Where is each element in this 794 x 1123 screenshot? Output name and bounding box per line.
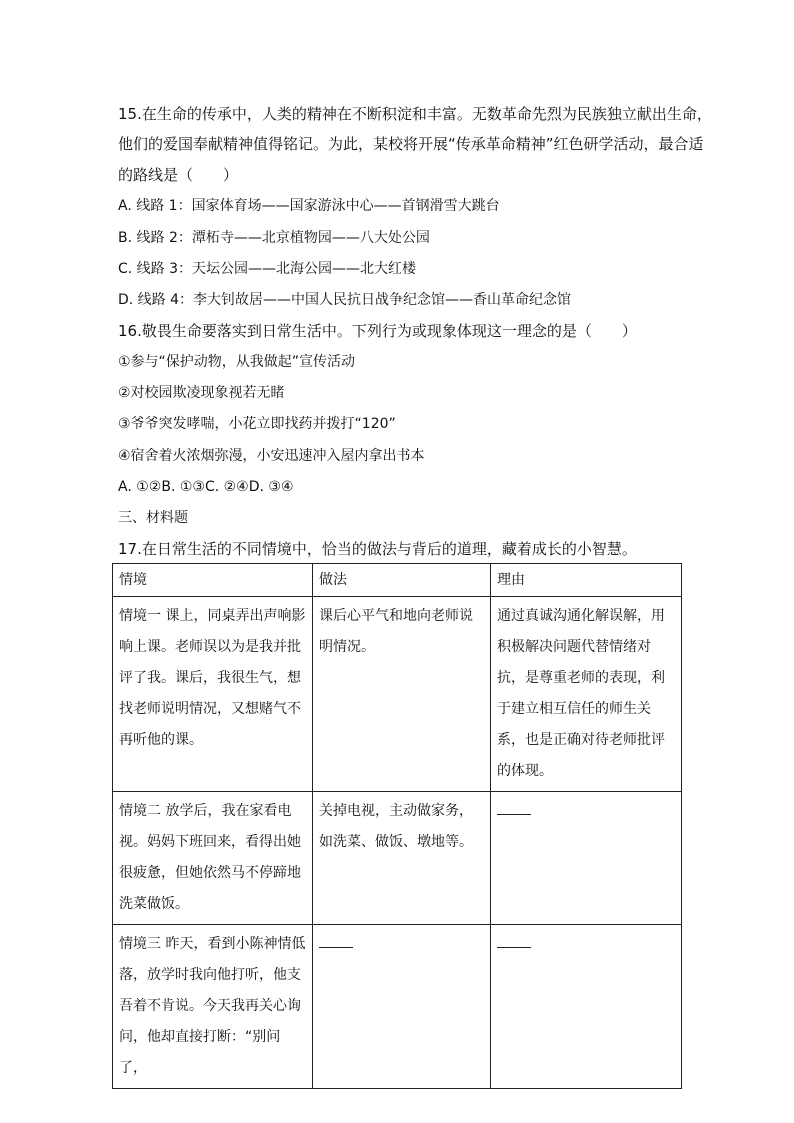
q15-stem-line-2: 他们的爱国奉献精神值得铭记。为此，某校将开展“传承革命精神”红色研学活动，最合适 <box>118 135 704 153</box>
q16-item-3: ③爷爷突发哮喘，小花立即找药并拨打“120” <box>118 416 396 432</box>
section-title: 三、材料题 <box>118 510 188 526</box>
header-action: 做法 <box>313 564 491 597</box>
header-reason: 理由 <box>491 564 682 597</box>
q17-stem: 17.在日常生活的不同情境中，恰当的做法与背后的道理，藏着成长的小智慧。 <box>118 540 637 558</box>
row2-situation: 情境二 放学后，我在家看电视。妈妈下班回来，看得出她很疲惫，但她依然马不停蹄地洗菜做饭。 <box>113 792 313 925</box>
answer-blank[interactable] <box>497 929 531 948</box>
q15-option-a: A. 线路 1：国家体育场——国家游泳中心——首钢滑雪大跳台 <box>118 198 500 214</box>
q15-option-c: C. 线路 3：天坛公园——北海公园——北大红楼 <box>118 261 417 277</box>
row3-reason-cell <box>491 925 682 1089</box>
q16-item-4: ④宿舍着火浓烟弥漫，小安迅速冲入屋内拿出书本 <box>118 448 425 464</box>
q16-stem: 16.敬畏生命要落实到日常生活中。下列行为或现象体现这一理念的是（ ） <box>118 322 637 340</box>
table-header-row <box>113 564 682 597</box>
answer-blank[interactable] <box>319 929 353 948</box>
q17-table <box>112 563 682 1089</box>
q16-item-2: ②对校园欺凌现象视若无睹 <box>118 385 285 401</box>
header-situation: 情境 <box>113 564 313 597</box>
table-row <box>113 597 682 792</box>
row1-reason: 通过真诚沟通化解误解，用积极解决问题代替情绪对抗，是尊重老师的表现，利于建立相互信任的师生关系，也是正确对待老师批评的体现。 <box>491 597 682 792</box>
table-row <box>113 925 682 1089</box>
q15-stem-line-3: 的路线是（ ） <box>118 166 239 184</box>
row3-situation: 情境三 昨天，看到小陈神情低落，放学时我向他打听，他支吾着不肯说。今天我再关心询问，他却直接打断：“别问了， <box>113 925 313 1089</box>
q15-option-b: B. 线路 2：潭柘寺——北京植物园——八大处公园 <box>118 230 430 246</box>
row2-reason-cell <box>491 792 682 925</box>
row3-action-cell <box>313 925 491 1089</box>
q15-stem-line-1: 15.在生命的传承中，人类的精神在不断积淀和丰富。无数革命先烈为民族独立献出生命， <box>118 105 712 123</box>
q15-option-d: D. 线路 4：李大钊故居——中国人民抗日战争纪念馆——香山革命纪念馆 <box>118 292 572 308</box>
q16-options: A. ①②B. ①③C. ②④D. ③④ <box>118 479 294 495</box>
row1-action: 课后心平气和地向老师说明情况。 <box>313 597 491 792</box>
answer-blank[interactable] <box>497 796 531 815</box>
row1-situation: 情境一 课上，同桌弄出声响影响上课。老师误以为是我并批评了我。课后，我很生气，想找老师说明情况，又想赌气不再听他的课。 <box>113 597 313 792</box>
q16-item-1: ①参与“保护动物，从我做起”宣传活动 <box>118 354 356 370</box>
table-row <box>113 792 682 925</box>
row2-action: 关掉电视，主动做家务，如洗菜、做饭、墩地等。 <box>313 792 491 925</box>
